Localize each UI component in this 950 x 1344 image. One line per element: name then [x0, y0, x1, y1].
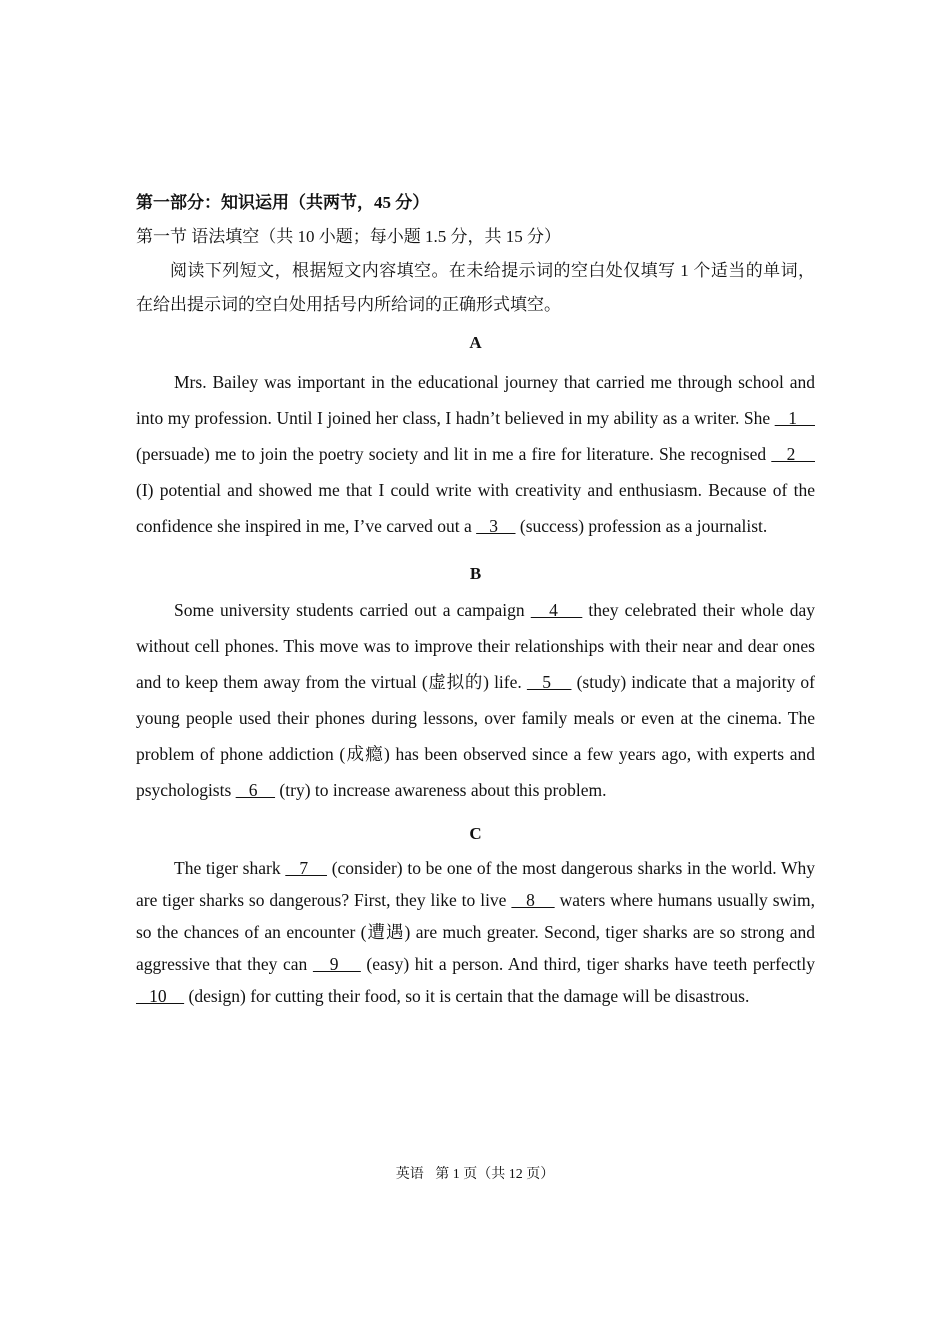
passage-c-label: C — [469, 824, 482, 843]
blank-8: 8 — [511, 890, 555, 910]
passage-text: The tiger shark — [174, 858, 286, 878]
passage-text: waters where humans usually swim, so the chances of an encounter (遭遇) are much greater. Second, tiger sharks are so strong and aggressive that they can — [136, 890, 816, 974]
passage-text: (persuade) me to join the poetry society and lit in me a fire for literature. She recognised — [136, 444, 772, 464]
passage-text: (design) for cutting their food, so it is certain that the damage will be disastrous. — [184, 986, 750, 1006]
exam-page — [136, 186, 815, 1012]
footer-page-number: 第 1 页（共 12 页） — [435, 1167, 555, 1182]
passage-text: Some university students carried out a campaign — [174, 600, 531, 620]
footer-subject: 英语 — [395, 1167, 424, 1182]
blank-1: 1 — [774, 408, 815, 428]
passage-b-text — [136, 592, 815, 808]
passage-b-label: B — [469, 564, 482, 583]
blank-4: 4 — [530, 600, 583, 620]
passage-text: (consider) to be one of the most dangerous sharks in the world. Why are tiger sharks so dangerous? First, they like to live — [136, 858, 815, 910]
blank-9: 9 — [312, 954, 361, 974]
blank-3: 3 — [476, 516, 516, 536]
passage-a-label: A — [469, 333, 482, 352]
passage-text: (success) profession as a journalist. — [515, 516, 768, 536]
passage-text: (easy) hit a person. And third, tiger sharks have teeth perfectly — [360, 954, 815, 974]
passage-text: (try) to increase awareness about this problem. — [275, 780, 607, 800]
passage-text: Mrs. Bailey was important in the educational journey that carried me through school and into my profession. Until I joined her class, I hadn’t believed in my ability as a writer. She — [136, 372, 815, 428]
instructions: 阅读下列短文，根据短文内容填空。在未给提示词的空白处仅填写 1 个适当的单词，在给出提示词的空白处用括号内所给词的正确形式填空。 — [136, 261, 815, 314]
passage-a-text — [136, 364, 815, 544]
blank-7: 7 — [285, 858, 327, 878]
blank-5: 5 — [526, 672, 572, 692]
page-footer — [0, 1163, 950, 1183]
passage-text: (study) indicate that a majority of young people used their phones during lessons, over family meals or even at the cinema. The problem of phone addiction (成瘾) has been observed since a few years ago, with experts and psychologists — [136, 672, 815, 800]
blank-2: 2 — [771, 444, 815, 464]
passage-c-text — [136, 852, 815, 1012]
passage-text: (I) potential and showed me that I could write with creativity and enthusiasm. Because of the confidence she inspired in me, I’ve carved out a — [136, 480, 815, 536]
blank-10: 10 — [136, 986, 185, 1006]
blank-6: 6 — [235, 780, 276, 800]
passage-text: they celebrated their whole day without cell phones. This move was to improve their relationships with their near and dear ones and to keep them away from the virtual (虚拟的) life. — [136, 600, 816, 692]
part-title: 第一部分：知识运用（共两节，45 分） — [136, 193, 430, 212]
section-title: 第一节 语法填空（共 10 小题；每小题 1.5 分，共 15 分） — [136, 227, 561, 246]
